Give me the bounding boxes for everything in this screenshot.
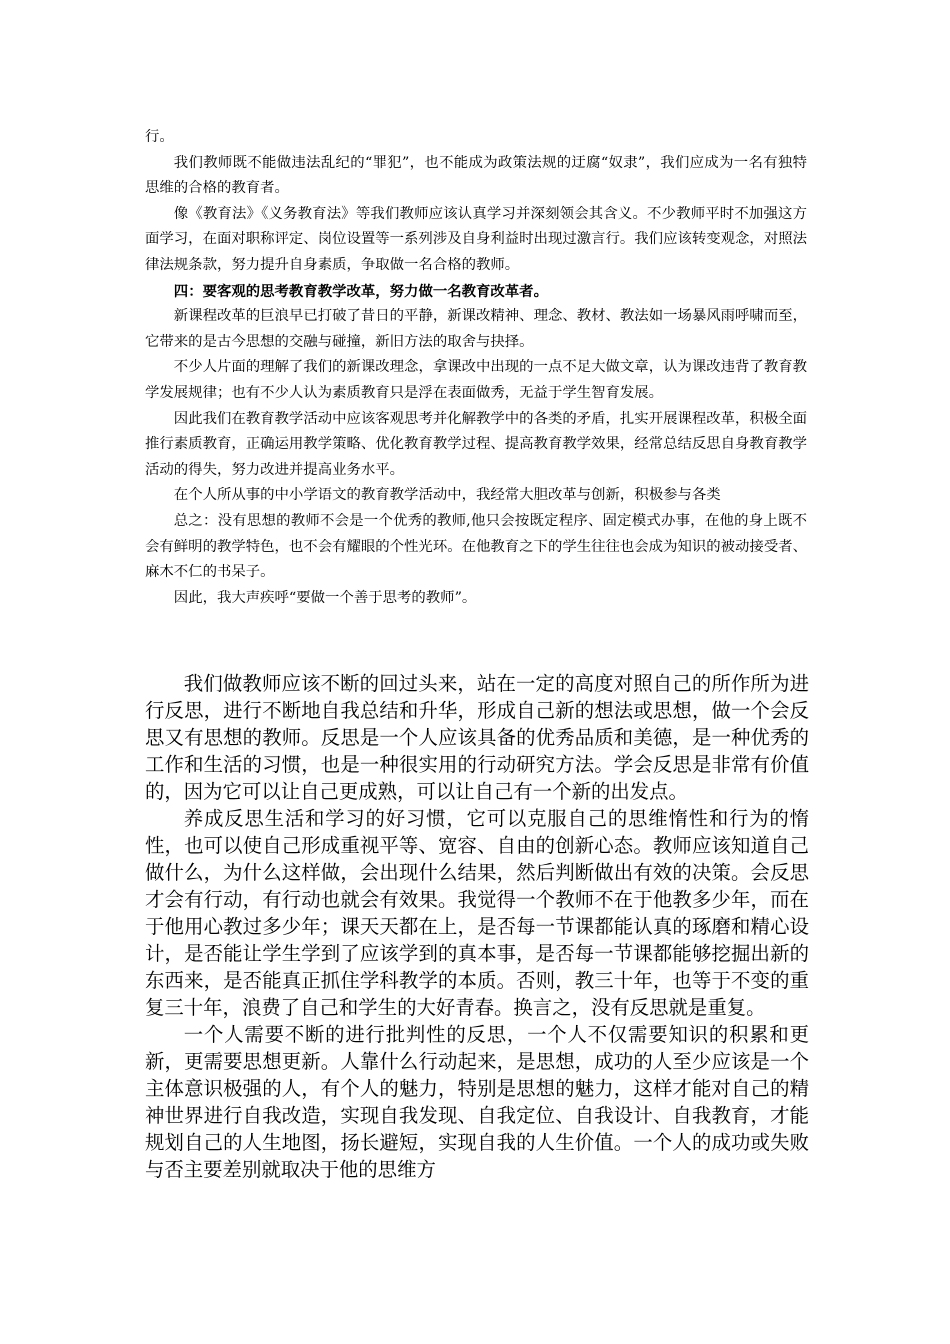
paragraph: 因此，我大声疾呼“要做一个善于思考的教师”。 [173,589,477,606]
lower-text-section [145,670,809,1183]
section-heading: 四：要客观的思考教育教学改革，努力做一名教育改革者。 [173,282,548,300]
paragraph: 像《教育法》《义务教育法》等我们教师应该认真学习并深刻领会其含义。不少教师平时不加强这方面学习，在面对职称评定、岗位设置等一系列涉及自身利益时出现过激言行。我们应该转变观念，对照法律法规条款，努力提升自身素质，争取做一名合格的教师。 [145,205,807,273]
paragraph: 我们做教师应该不断的回过头来，站在一定的高度对照自己的所作所为进行反思，进行不断地自我总结和升华，形成自己新的想法或思想，做一个会反思又有思想的教师。反思是一个人应该具备的优秀品质和美德，是一种优秀的工作和生活的习惯，也是一种很实用的行动研究方法。学会反思是非常有价值的，因为它可以让自己更成熟，可以让自己有一个新的出发点。 [145,672,809,803]
paragraph: 新课程改革的巨浪早已打破了昔日的平静，新课改精神、理念、教材、教法如一场暴风雨呼啸而至，它带来的是古今思想的交融与碰撞，新旧方法的取舍与抉择。 [145,308,807,350]
paragraph: 养成反思生活和学习的好习惯，它可以克服自己的思维惰性和行为的惰性，也可以使自己形成重视平等、宽容、自由的创新心态。教师应该知道自己做什么，为什么这样做，会出现什么结果，然后判断做出有效的决策。会反思才会有行动，有行动也就会有效果。我觉得一个教师不在于他教多少年，而在于他用心教过多少年；课天天都在上，是否每一节课都能认真的琢磨和精心设计，是否能让学生学到了应该学到的真本事，是否每一节课都能够挖掘出新的东西来，是否能真正抓住学科教学的本质。否则，教三十年，也等于不变的重复三十年，浪费了自己和学生的大好青春。换言之，没有反思就是重复。 [145,807,809,1019]
paragraph: 我们教师既不能做违法乱纪的“罪犯”，也不能成为政策法规的迂腐“奴隶”，我们应成为一名有独特思维的合格的教育者。 [145,154,807,197]
paragraph: 因此我们在教育教学活动中应该客观思考并化解教学中的各类的矛盾，扎实开展课程改革，积极全面推行素质教育，正确运用教学策略、优化教育教学过程、提高教育教学效果，经常总结反思自身教育教学活动的得失，努力改进并提高业务水平。 [145,410,807,478]
paragraph: 总之：没有思想的教师不会是一个优秀的教师,他只会按既定程序、固定模式办事，在他的身上既不会有鲜明的教学特色，也不会有耀眼的个性光环。在他教育之下的学生往往也会成为知识的被动接受者、麻木不仁的书呆子。 [145,512,807,581]
paragraph: 在个人所从事的中小学语文的教育教学活动中，我经常大胆改革与创新，积极参与各类 [173,487,721,504]
upper-text-section [145,125,807,611]
paragraph: 不少人片面的理解了我们的新课改理念，拿课改中出现的一点不足大做文章，认为课改违背了教育教学发展规律；也有不少人认为素质教育只是浮在表面做秀，无益于学生智育发展。 [145,359,807,401]
paragraph-continuation: 行。 [145,129,174,145]
paragraph: 一个人需要不断的进行批判性的反思，一个人不仅需要知识的积累和更新，更需要思想更新。人靠什么行动起来，是思想，成功的人至少应该是一个主体意识极强的人，有个人的魅力，特别是思想的魅力，这样才能对自己的精神世界进行自我改造，实现自我发现、自我定位、自我设计、自我教育，才能规划自己的人生地图，扬长避短，实现自我的人生价值。一个人的成功或失败与否主要差别就取决于他的思维方 [145,1023,809,1181]
